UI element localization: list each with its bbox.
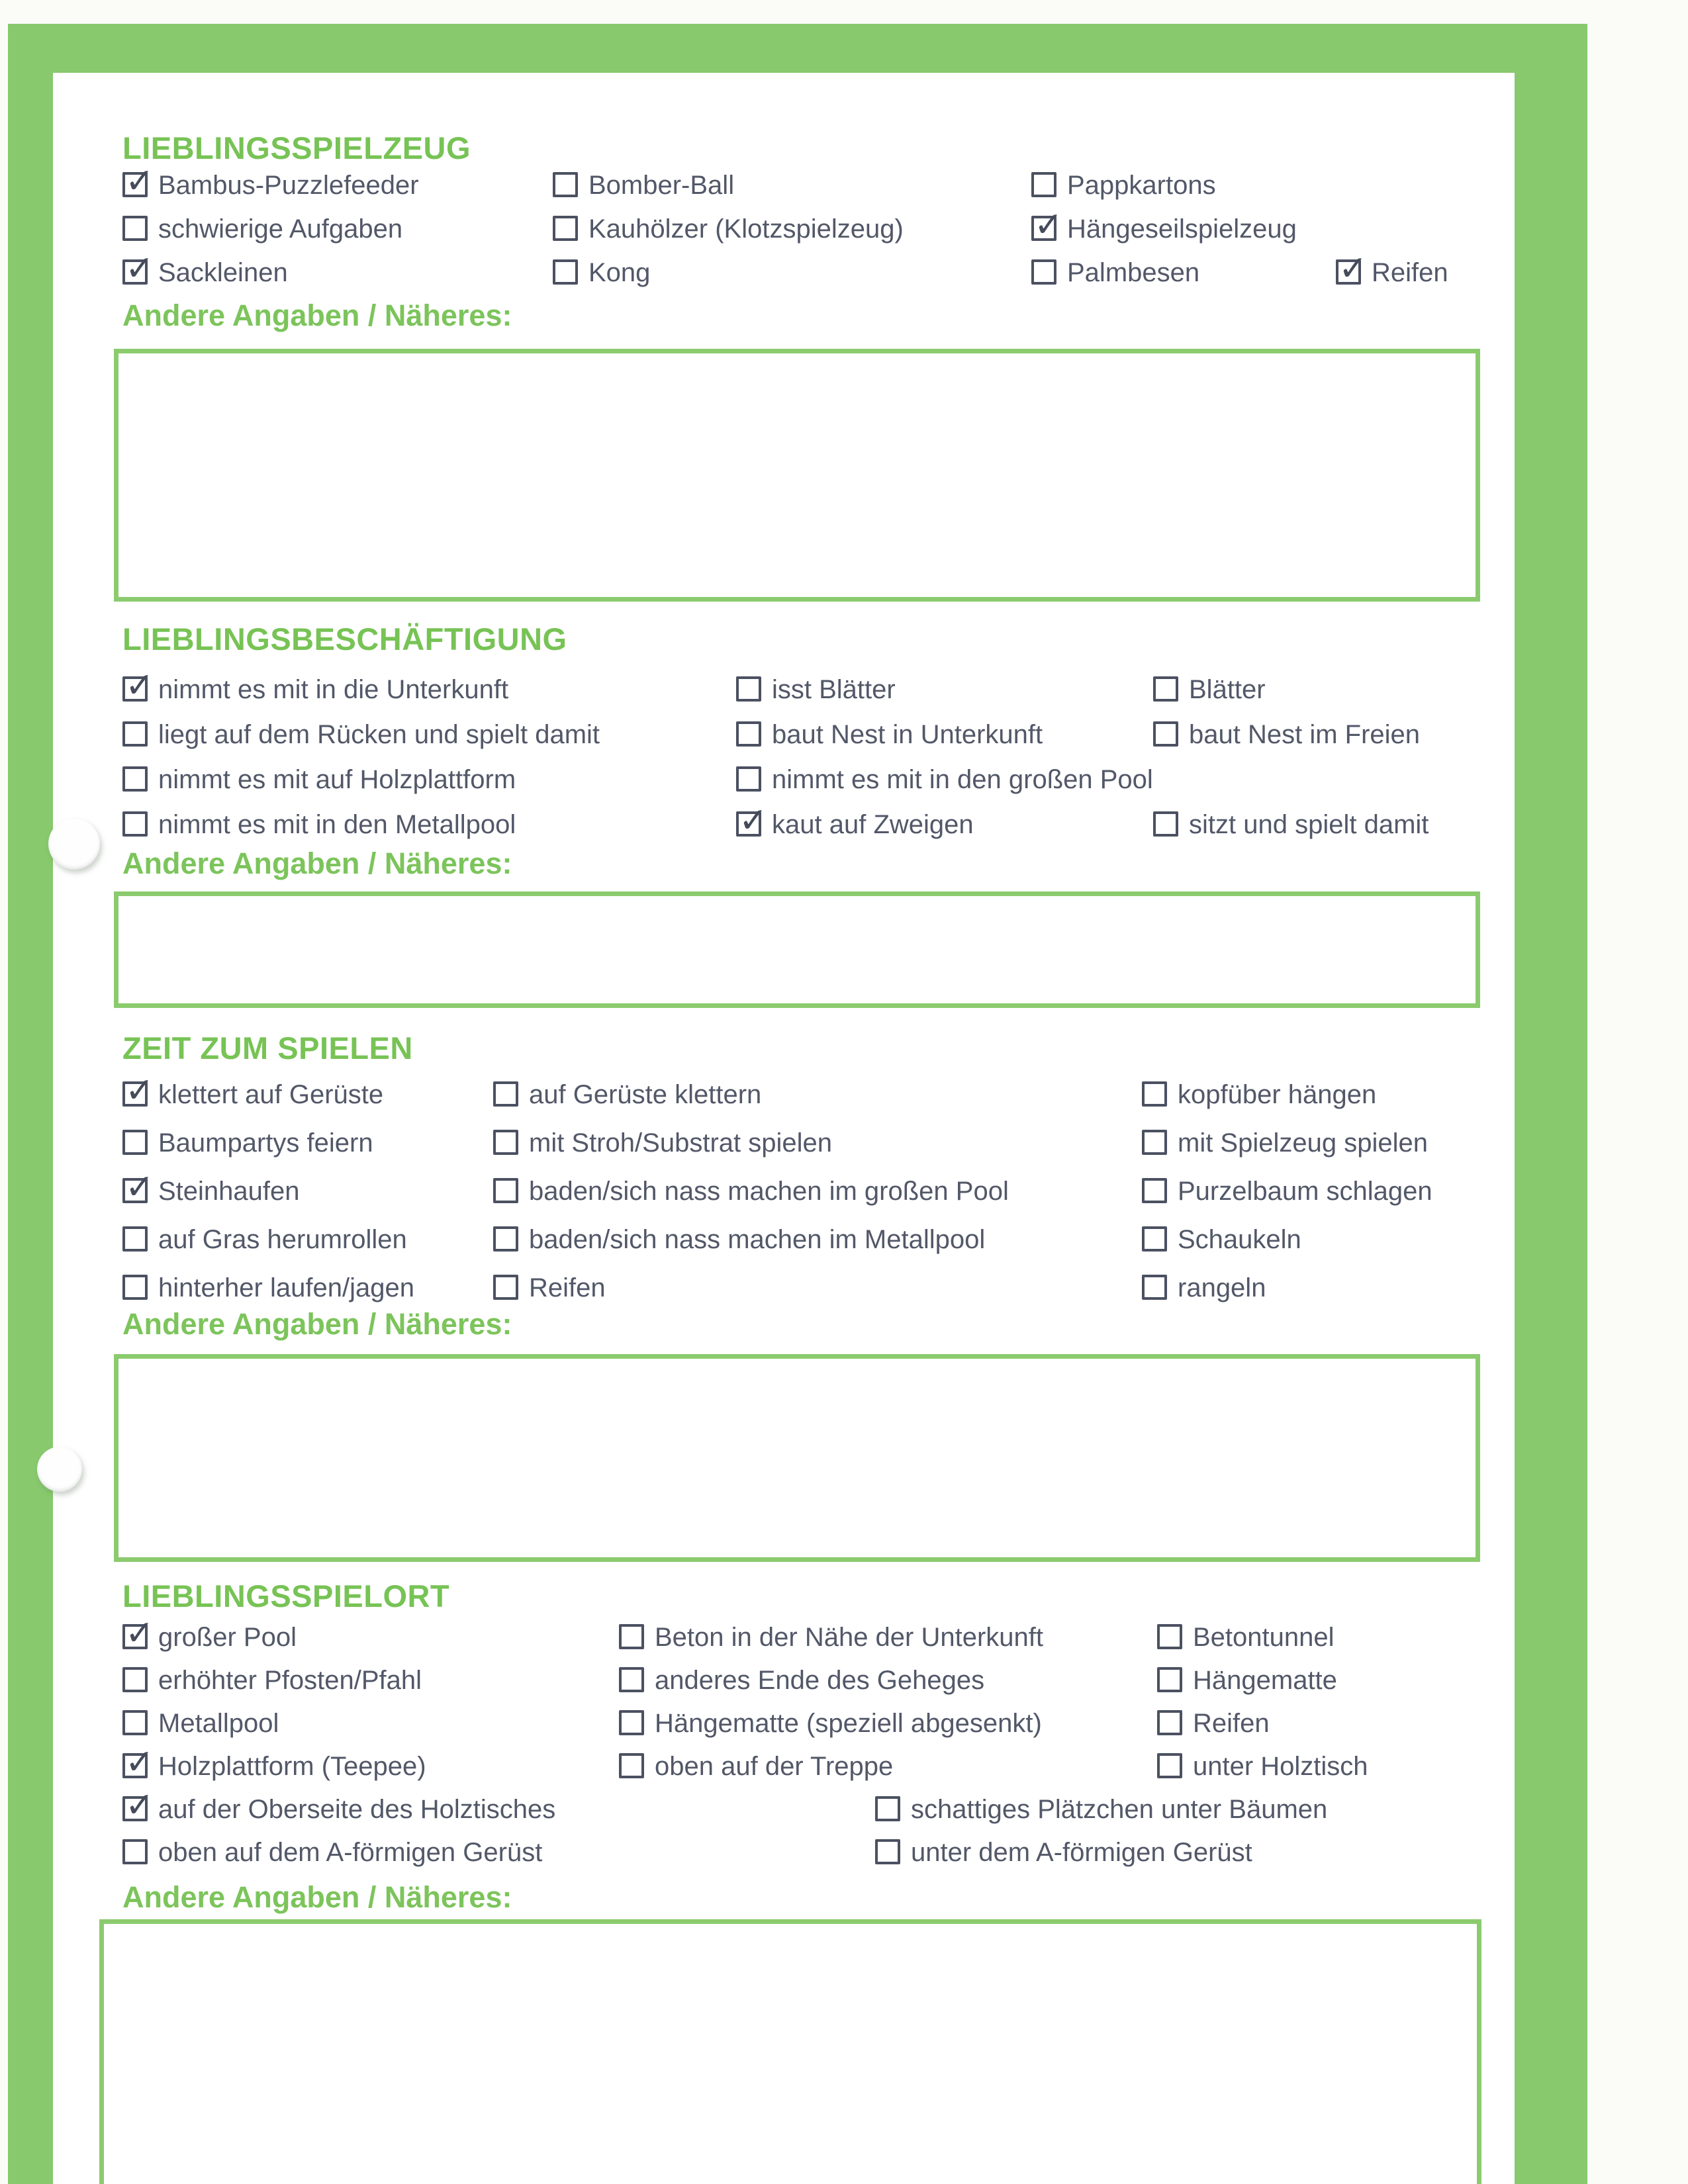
checkbox-label: kaut auf Zweigen — [772, 810, 974, 839]
notes-textarea-lieblingsspielzeug[interactable] — [114, 349, 1480, 602]
checkbox-label: Pappkartons — [1067, 171, 1216, 200]
check-icon: ✓ — [125, 161, 154, 201]
checkbox-checked[interactable] — [122, 1167, 154, 1207]
check-icon: ✓ — [125, 1743, 154, 1782]
checkbox-item — [122, 1666, 422, 1698]
checkbox-item — [736, 675, 896, 707]
checkbox-label: Purzelbaum schlagen — [1178, 1177, 1432, 1206]
other-details-label: Andere Angaben / Näheres: — [122, 1880, 512, 1914]
checkbox[interactable] — [619, 1667, 644, 1692]
checkbox[interactable] — [1142, 1178, 1167, 1203]
checkbox[interactable] — [493, 1178, 518, 1203]
checkbox-label: unter Holztisch — [1193, 1752, 1368, 1781]
checkbox-item — [1142, 1273, 1266, 1305]
check-icon: ✓ — [125, 249, 154, 289]
checkbox-label: Hängematte — [1193, 1666, 1337, 1695]
checkbox-label: schattiges Plätzchen unter Bäumen — [911, 1795, 1328, 1824]
checkbox-label: Kong — [588, 258, 651, 287]
checkbox[interactable] — [122, 766, 148, 792]
check-icon: ✓ — [739, 801, 768, 841]
checkbox[interactable] — [736, 676, 761, 702]
checkbox[interactable] — [122, 721, 148, 747]
check-icon: ✓ — [125, 1614, 154, 1653]
checkbox-label: nimmt es mit auf Holzplattform — [158, 765, 516, 794]
checkbox-item — [736, 765, 1153, 797]
checkbox-label: nimmt es mit in den Metallpool — [158, 810, 516, 839]
checkbox-label: auf der Oberseite des Holztisches — [158, 1795, 556, 1824]
check-icon: ✓ — [1338, 249, 1368, 289]
checkbox[interactable] — [875, 1796, 900, 1821]
checkbox[interactable] — [736, 766, 761, 792]
checkbox-item — [122, 1709, 279, 1741]
checkbox[interactable] — [1142, 1081, 1167, 1107]
checkbox-item — [1142, 1225, 1301, 1257]
checkbox[interactable] — [619, 1753, 644, 1778]
checkbox-label: klettert auf Gerüste — [158, 1080, 384, 1109]
other-details-label: Andere Angaben / Näheres: — [122, 846, 512, 880]
checkbox[interactable] — [493, 1130, 518, 1155]
checkbox-label: Schaukeln — [1178, 1225, 1301, 1254]
page-border-right — [1515, 24, 1587, 2184]
checkbox-checked[interactable] — [122, 1614, 154, 1653]
punch-hole-icon — [37, 1447, 82, 1492]
checkbox[interactable] — [619, 1624, 644, 1649]
checkbox-label: isst Blätter — [772, 675, 896, 704]
checkbox-item — [1153, 810, 1429, 842]
checkbox-item — [1153, 675, 1266, 707]
checkbox-item — [122, 765, 516, 797]
punch-hole-icon — [48, 818, 100, 870]
checkbox[interactable] — [1153, 721, 1178, 747]
checkbox-item — [553, 258, 650, 290]
checkbox-label: Holzplattform (Teepee) — [158, 1752, 426, 1781]
checkbox-item — [493, 1128, 832, 1160]
checkbox-item — [122, 214, 402, 246]
checkbox-checked[interactable] — [122, 1743, 154, 1782]
checkbox-label: sitzt und spielt damit — [1189, 810, 1429, 839]
checkbox-label: Kauhölzer (Klotzspielzeug) — [588, 214, 904, 244]
checkbox-label: Beton in der Nähe der Unterkunft — [655, 1623, 1044, 1652]
checkbox-label: anderes Ende des Geheges — [655, 1666, 985, 1695]
section-title-lieblingsspielort: LIEBLINGSSPIELORT — [122, 1578, 450, 1614]
checkbox-item — [1157, 1709, 1270, 1741]
checkbox-item — [1031, 205, 1297, 246]
checkbox[interactable] — [553, 259, 578, 285]
checkbox[interactable] — [493, 1275, 518, 1300]
section-title-zeit-zum-spielen: ZEIT ZUM SPIELEN — [122, 1030, 413, 1066]
check-icon: ✓ — [1034, 205, 1063, 245]
checkbox-checked[interactable] — [122, 161, 154, 201]
section-title-lieblingsbeschaeftigung: LIEBLINGSBESCHÄFTIGUNG — [122, 621, 567, 657]
checkbox-item — [122, 1273, 414, 1305]
checkbox-label: Baumpartys feiern — [158, 1128, 373, 1158]
checkbox-label: auf Gras herumrollen — [158, 1225, 407, 1254]
checkbox-item — [1031, 171, 1216, 203]
checkbox-label: nimmt es mit in die Unterkunft — [158, 675, 509, 704]
checkbox-label: Hängematte (speziell abgesenkt) — [655, 1709, 1042, 1738]
other-details-label: Andere Angaben / Näheres: — [122, 298, 512, 332]
checkbox-checked[interactable] — [122, 666, 154, 705]
checkbox[interactable] — [122, 1710, 148, 1735]
checkbox-label: schwierige Aufgaben — [158, 214, 403, 244]
checkbox[interactable] — [122, 1226, 148, 1251]
checkbox-item — [619, 1709, 1042, 1741]
section-title-lieblingsspielzeug: LIEBLINGSSPIELZEUG — [122, 130, 471, 165]
checkbox[interactable] — [122, 1275, 148, 1300]
checkbox-item — [493, 1225, 985, 1257]
checkbox[interactable] — [619, 1710, 644, 1735]
checkbox[interactable] — [1153, 676, 1178, 702]
checkbox-item — [122, 161, 419, 203]
checkbox[interactable] — [122, 1667, 148, 1692]
checkbox-checked[interactable] — [122, 1786, 154, 1825]
checkbox-item — [1142, 1177, 1432, 1208]
checkbox[interactable] — [122, 216, 148, 241]
checkbox-item — [1157, 1666, 1337, 1698]
checkbox-item — [553, 171, 734, 203]
checkbox-item — [1031, 258, 1199, 290]
page-border-left — [8, 24, 53, 2184]
checkbox-item — [875, 1795, 1327, 1827]
checkbox-label: rangeln — [1178, 1273, 1266, 1302]
checkbox-item — [1336, 249, 1448, 290]
checkbox-item — [122, 1614, 297, 1655]
check-icon: ✓ — [125, 1786, 154, 1825]
checkbox[interactable] — [1031, 259, 1056, 285]
checkbox[interactable] — [493, 1226, 518, 1251]
checkbox[interactable] — [1157, 1667, 1182, 1692]
checkbox-label: Metallpool — [158, 1709, 279, 1738]
checkbox-item — [736, 720, 1043, 752]
checkbox-label: großer Pool — [158, 1623, 297, 1652]
checkbox[interactable] — [1153, 811, 1178, 837]
checkbox[interactable] — [1142, 1226, 1167, 1251]
checkbox-item — [493, 1273, 606, 1305]
checkbox-label: Reifen — [1372, 258, 1448, 287]
checkbox-item — [122, 1786, 556, 1827]
checkbox-item — [619, 1623, 1043, 1655]
check-icon: ✓ — [125, 1071, 154, 1111]
checkbox-label: Sackleinen — [158, 258, 288, 287]
checkbox-item — [122, 1167, 300, 1208]
checkbox-item — [122, 1128, 373, 1160]
checkbox[interactable] — [1142, 1130, 1167, 1155]
checkbox[interactable] — [122, 1839, 148, 1864]
checkbox[interactable] — [1031, 172, 1056, 197]
checkbox-label: auf Gerüste klettern — [529, 1080, 762, 1109]
checkbox-item — [619, 1752, 893, 1784]
checkbox-label: mit Spielzeug spielen — [1178, 1128, 1428, 1158]
checkbox-label: Reifen — [529, 1273, 606, 1302]
checkbox-checked[interactable] — [122, 249, 154, 289]
checkbox-item — [122, 1838, 542, 1870]
checkbox-label: unter dem A-förmigen Gerüst — [911, 1838, 1252, 1867]
checkbox-checked[interactable] — [736, 801, 768, 841]
checkbox-label: Palmbesen — [1067, 258, 1200, 287]
checkbox-label: baden/sich nass machen im großen Pool — [529, 1177, 1009, 1206]
checkbox-item — [493, 1080, 761, 1112]
notes-textarea-zeit-zum-spielen[interactable] — [114, 1354, 1480, 1562]
checkbox-label: baut Nest im Freien — [1189, 720, 1421, 749]
checkbox-label: hinterher laufen/jagen — [158, 1273, 414, 1302]
notes-textarea-lieblingsspielort[interactable] — [99, 1919, 1481, 2184]
checkbox-checked[interactable] — [1031, 205, 1063, 245]
checkbox-item — [736, 801, 974, 842]
checkbox-item — [122, 810, 516, 842]
checkbox[interactable] — [1157, 1710, 1182, 1735]
checkbox[interactable] — [493, 1081, 518, 1107]
checkbox-item — [493, 1177, 1009, 1208]
checkbox[interactable] — [553, 172, 578, 197]
checkbox-item — [619, 1666, 984, 1698]
checkbox[interactable] — [1157, 1753, 1182, 1778]
checkbox-label: Blätter — [1189, 675, 1266, 704]
check-icon: ✓ — [125, 666, 154, 705]
checkbox-label: oben auf der Treppe — [655, 1752, 894, 1781]
checkbox-label: Hängeseilspielzeug — [1067, 214, 1297, 244]
checkbox-label: oben auf dem A-förmigen Gerüst — [158, 1838, 543, 1867]
page-border-top — [8, 24, 1587, 73]
checkbox-item — [122, 666, 509, 707]
checkbox-item — [122, 720, 600, 752]
checkbox-label: Bambus-Puzzlefeeder — [158, 171, 419, 200]
checkbox[interactable] — [122, 1130, 148, 1155]
checkbox-label: Steinhaufen — [158, 1177, 300, 1206]
checkbox-label: Bomber-Ball — [588, 171, 735, 200]
checkbox-item — [875, 1838, 1252, 1870]
checkbox-item — [122, 1225, 407, 1257]
checkbox-label: mit Stroh/Substrat spielen — [529, 1128, 832, 1158]
checkbox-label: Reifen — [1193, 1709, 1270, 1738]
checkbox-item — [1157, 1623, 1335, 1655]
checkbox-item — [1153, 720, 1420, 752]
checkbox-item — [1157, 1752, 1368, 1784]
checkbox-label: Betontunnel — [1193, 1623, 1335, 1652]
checkbox[interactable] — [1142, 1275, 1167, 1300]
checkbox[interactable] — [553, 216, 578, 241]
checkbox-checked[interactable] — [122, 1071, 154, 1111]
checkbox-label: erhöhter Pfosten/Pfahl — [158, 1666, 422, 1695]
checkbox-checked[interactable] — [1336, 249, 1368, 289]
checkbox[interactable] — [875, 1839, 900, 1864]
checkbox[interactable] — [122, 811, 148, 837]
checkbox[interactable] — [1157, 1624, 1182, 1649]
check-icon: ✓ — [125, 1167, 154, 1207]
notes-textarea-lieblingsbeschaeftigung[interactable] — [114, 891, 1480, 1008]
checkbox-item — [122, 249, 288, 290]
checkbox-label: baut Nest in Unterkunft — [772, 720, 1043, 749]
checkbox-label: kopfüber hängen — [1178, 1080, 1377, 1109]
other-details-label: Andere Angaben / Näheres: — [122, 1307, 512, 1341]
checkbox-label: nimmt es mit in den großen Pool — [772, 765, 1153, 794]
checkbox-item — [122, 1071, 384, 1112]
checkbox-label: baden/sich nass machen im Metallpool — [529, 1225, 986, 1254]
checkbox-item — [1142, 1128, 1428, 1160]
checkbox-label: liegt auf dem Rücken und spielt damit — [158, 720, 600, 749]
checkbox-item — [1142, 1080, 1376, 1112]
checkbox-item — [122, 1743, 426, 1784]
checkbox[interactable] — [736, 721, 761, 747]
checkbox-item — [553, 214, 904, 246]
